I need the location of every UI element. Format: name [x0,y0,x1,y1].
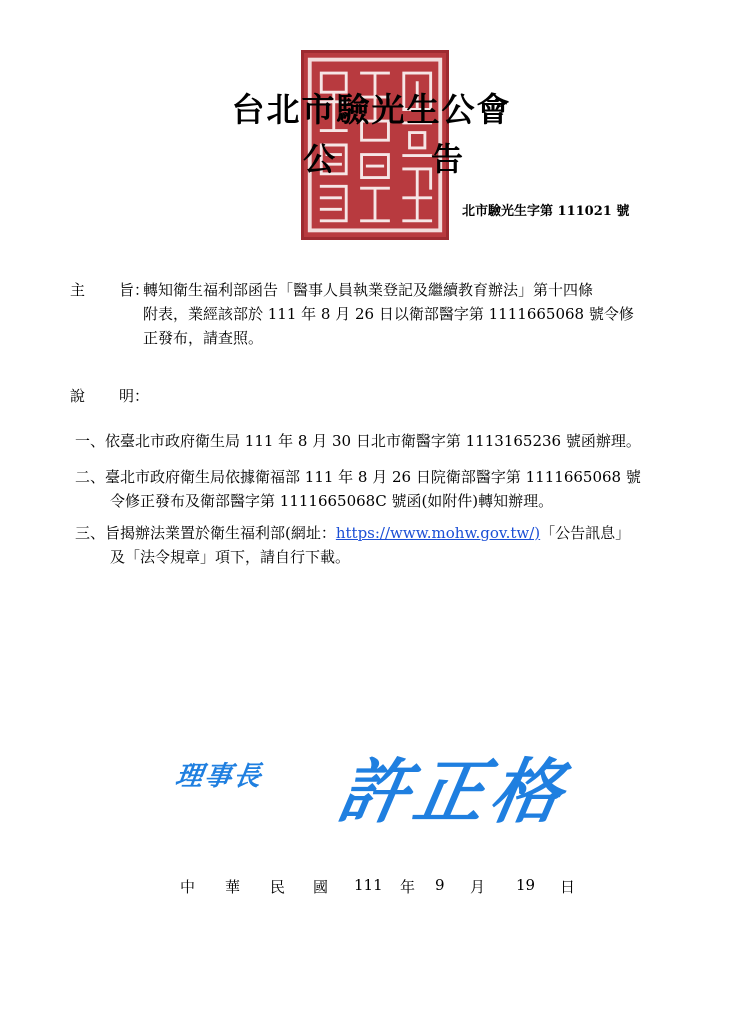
subject-line-2: 附表，業經該部於 111 年 8 月 26 日以衛部醫字第 1111665068 號令修 [143,305,634,323]
subject-line-1: 轉知衛生福利部函告「醫事人員執業登記及繼續教育辦法」第十四條 [143,281,594,299]
chairman-title: 理事長 [173,761,265,792]
explanation-item-2: 二、臺北市政府衛生局依據衛福部 111 年 8 月 26 日院衛部醫字第 1111665068 號 令修正發布及衛部醫字第 1111665068C 號函(如附件)轉知辦理。 [75,468,641,510]
document-number: 北市驗光生字第 111021 號 [462,204,630,219]
explanation-item-1: 一、依臺北市政府衛生局 111 年 8 月 30 日北市衛醫字第 1113165236 號函辦理。 [75,432,641,450]
explanation-label: 說 明： [70,387,150,405]
chairman-signature: 許正格 [331,751,575,833]
announcement-heading-right: 告 [430,140,463,178]
announcement-heading [303,134,463,180]
announcement-heading-left: 公 [303,140,336,178]
subject-label: 主 旨： [70,281,150,299]
mohw-website-link[interactable]: https://www.mohw.gov.tw/) [335,524,541,542]
page-title: 台北市驗光生公會 [231,90,512,129]
subject-text [143,278,703,350]
explanation-item-3: 三、旨揭辦法業置於衛生福利部(網址：https://www.mohw.gov.tw/)「公告訊息」 及「法令規章」項下，請自行下載。 [75,524,631,566]
subject-line-3: 正發布，請查照。 [143,329,264,347]
